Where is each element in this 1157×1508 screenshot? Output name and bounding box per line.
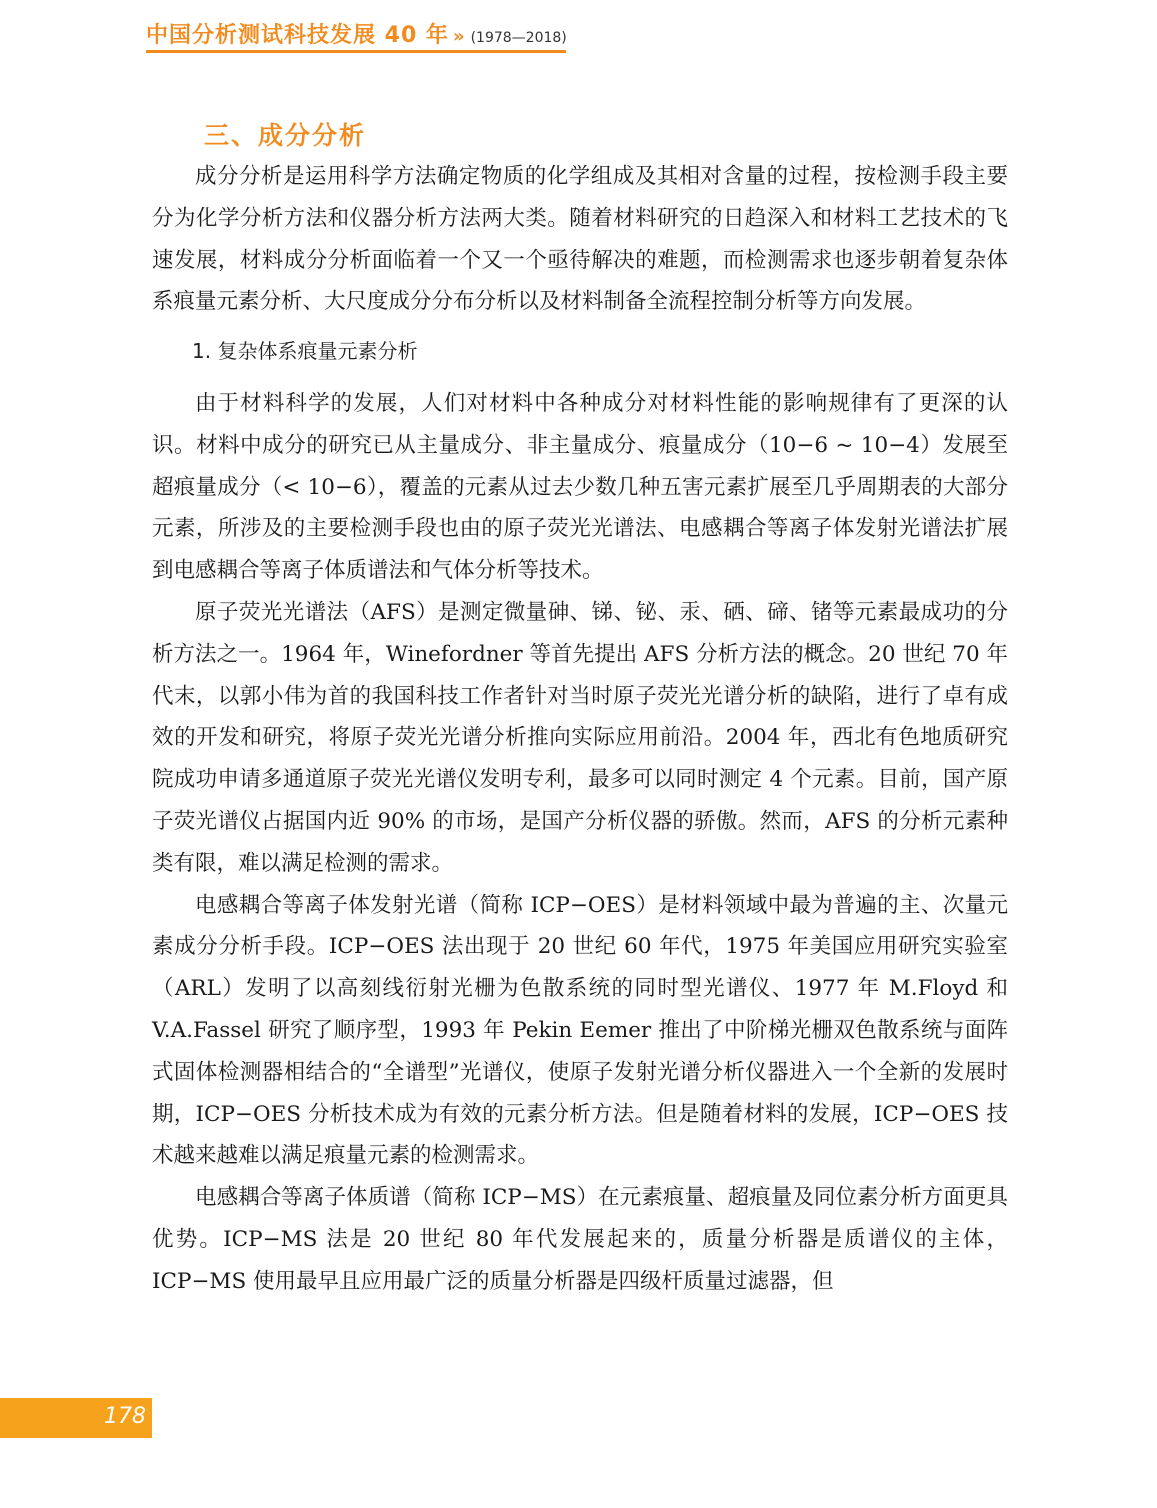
paragraph-4: 电感耦合等离子体质谱（简称 ICP−MS）在元素痕量、超痕量及同位素分析方面更具优势。ICP−MS 法是 20 世纪 80 年代发展起来的，质量分析器是质谱仪的主体，ICP−MS 使用最早且应用最广泛的质量分析器是四级杆质量过滤器，但 bbox=[152, 1185, 1008, 1294]
paragraph-2: 原子荧光光谱法（AFS）是测定微量砷、锑、铋、汞、硒、碲、锗等元素最成功的分析方法之一。1964 年，Winefordner 等首先提出 AFS 分析方法的概念。20 世纪 70 年代末，以郭小伟为首的我国科技工作者针对当时原子荧光光谱分析的缺陷，进行了卓有成效的开发和研究，将原子荧光光谱分析推向实际应用前沿。2004 年，西北有色地质研究院成功申请多通道原子荧光光谱仪发明专利，最多可以同时测定 4 个元素。目前，国产原子荧光谱仪占据国内近 90% 的市场，是国产分析仪器的骄傲。然而，AFS 的分析元素种类有限，难以满足检测的需求。 bbox=[152, 599, 1008, 876]
body-text bbox=[152, 156, 1008, 1303]
page-number: 178 bbox=[104, 1404, 146, 1429]
paragraph-1: 由于材料科学的发展，人们对材料中各种成分对材料性能的影响规律有了更深的认识。材料中成分的研究已从主量成分、非主量成分、痕量成分（10−6 ~ 10−4）发展至超痕量成分（< 10−6），覆盖的元素从过去少数几种五害元素扩展至几乎周期表的大部分元素，所涉及的主要检测手段也由的原子荧光光谱法、电感耦合等离子体发射光谱法扩展到电感耦合等离子体质谱法和气体分析等技术。 bbox=[152, 390, 1008, 584]
header-rule bbox=[146, 50, 566, 53]
section-title: 三、成分分析 bbox=[204, 121, 367, 150]
running-header bbox=[146, 18, 567, 49]
subheading: 1. 复杂体系痕量元素分析 bbox=[192, 339, 418, 364]
header-title: 中国分析测试科技发展 40 年 bbox=[146, 23, 449, 48]
paragraph-3: 电感耦合等离子体发射光谱（简称 ICP−OES）是材料领域中最为普遍的主、次量元素成分分析手段。ICP−OES 法出现于 20 世纪 60 年代，1975 年美国应用研究实验室（ARL）发明了以高刻线衍射光栅为色散系统的同时型光谱仪、1977 年 M.Floyd 和 V.A.Fassel 研究了顺序型，1993 年 Pekin Eemer 推出了中阶梯光栅双色散系统与面阵式固体检测器相结合的“全谱型”光谱仪，使原子发射光谱分析仪器进入一个全新的发展时期，ICP−OES 分析技术成为有效的元素分析方法。但是随着材料的发展，ICP−OES 技术越来越难以满足痕量元素的检测需求。 bbox=[152, 892, 1008, 1169]
header-arrow-icon: » bbox=[452, 26, 465, 47]
page-number-tab bbox=[0, 1398, 152, 1438]
header-years: (1978—2018) bbox=[470, 30, 567, 46]
intro-paragraph: 成分分析是运用科学方法确定物质的化学组成及其相对含量的过程，按检测手段主要分为化学分析方法和仪器分析方法两大类。随着材料研究的日趋深入和材料工艺技术的飞速发展，材料成分分析面临着一个又一个亟待解决的难题，而检测需求也逐步朝着复杂体系痕量元素分析、大尺度成分分布分析以及材料制备全流程控制分析等方向发展。 bbox=[152, 164, 1008, 315]
